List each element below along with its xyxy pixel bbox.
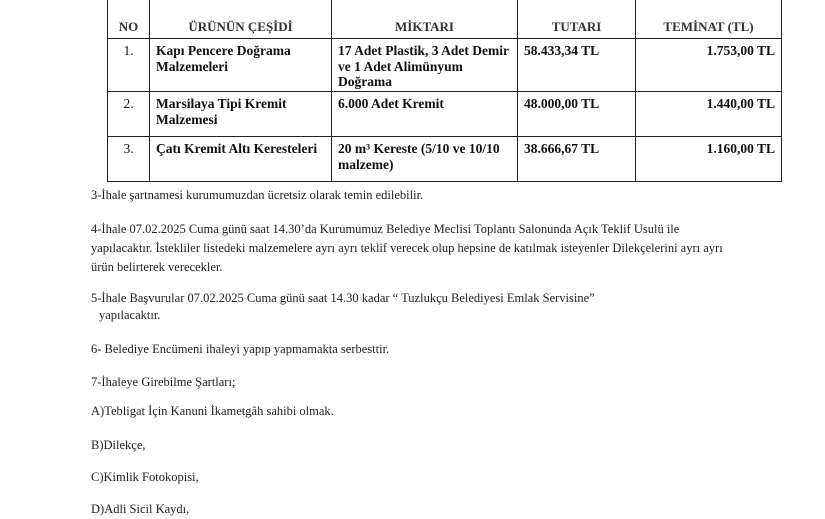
- table-row: [108, 39, 782, 92]
- table-row: [108, 92, 782, 137]
- header-type: ÜRÜNÜN ÇEŞİDİ: [150, 0, 332, 39]
- row-type: Kapı Pencere Doğrama Malzemeleri: [150, 39, 332, 92]
- paragraph-5: 5-İhale Başvurular 07.02.2025 Cuma günü saat 14.30 kadar “ Tuzlukçu Belediyesi Emlak Servisine”: [91, 291, 595, 305]
- condition-d: D)Adli Sicil Kaydı,: [91, 502, 190, 516]
- paragraph-4: 4-İhale 07.02.2025 Cuma günü saat 14.30’da Kurumumuz Belediye Meclisi Toplantı Salonunda Açık Teklif Usulü ile yapılacaktır. İstekliler listedeki malzemelere ayrı ayrı teklif verecek olup hepsine de katılmak isteyenler Dilekçelerini ayrı ayrı ürün belirterek verecekler.: [91, 222, 723, 274]
- row-price: 38.666,67 TL: [518, 137, 636, 182]
- condition-a: A)Tebligat İçin Kanuni İkametgâh sahibi olmak.: [91, 404, 334, 418]
- paragraph-5-continued: yapılacaktır.: [99, 308, 161, 322]
- row-no: 1.: [108, 39, 150, 92]
- row-bond: 1.753,00 TL: [636, 39, 782, 92]
- paragraph-7: 7-İhaleye Girebilme Şartları;: [91, 375, 236, 389]
- row-price: 58.433,34 TL: [518, 39, 636, 92]
- header-price: TUTARI: [518, 0, 636, 39]
- paragraph-6: 6- Belediye Encümeni ihaleyi yapıp yapmamakta serbesttir.: [91, 342, 390, 356]
- row-price: 48.000,00 TL: [518, 92, 636, 137]
- items-table: [107, 0, 782, 182]
- row-bond: 1.440,00 TL: [636, 92, 782, 137]
- row-no: 2.: [108, 92, 150, 137]
- row-type: Çatı Kremit Altı Keresteleri: [150, 137, 332, 182]
- row-type: Marsilaya Tipi Kremit Malzemesi: [150, 92, 332, 137]
- header-no: NO: [108, 0, 150, 39]
- row-quantity: 17 Adet Plastik, 3 Adet Demir ve 1 Adet Alimünyum Doğrama: [332, 39, 518, 92]
- condition-c: C)Kimlik Fotokopisi,: [91, 470, 199, 484]
- row-quantity: 20 m³ Kereste (5/10 ve 10/10 malzeme): [332, 137, 518, 182]
- header-bond: TEMİNAT (TL): [636, 0, 782, 39]
- header-quantity-label: MİKTARI: [395, 19, 454, 34]
- header-quantity: [332, 0, 518, 39]
- row-no: 3.: [108, 137, 150, 182]
- row-quantity: 6.000 Adet Kremit: [332, 92, 518, 137]
- row-bond: 1.160,00 TL: [636, 137, 782, 182]
- table-header-row: [108, 0, 782, 39]
- paragraph-3: 3-İhale şartnamesi kurumumuzdan ücretsiz olarak temin edilebilir.: [91, 188, 424, 202]
- condition-b: B)Dilekçe,: [91, 438, 146, 452]
- table-row: [108, 137, 782, 182]
